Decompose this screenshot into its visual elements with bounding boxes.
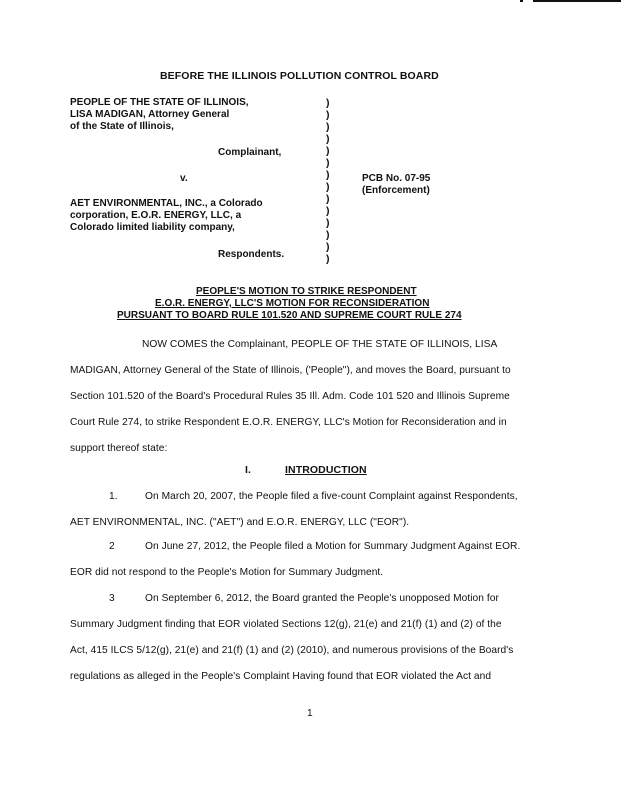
case-type: (Enforcement) <box>362 185 430 196</box>
motion-title-line: PEOPLE'S MOTION TO STRIKE RESPONDENT <box>196 286 417 297</box>
section-title: INTRODUCTION <box>285 464 367 476</box>
caption-divider: ) ) ) ) ) ) ) ) ) ) ) ) ) ) <box>326 97 330 265</box>
respondents-label: Respondents. <box>218 249 285 260</box>
paragraph-line: regulations as alleged in the People's Complaint Having found that EOR violated the Act and <box>70 671 492 682</box>
court-title: BEFORE THE ILLINOIS POLLUTION CONTROL BOARD <box>160 70 439 82</box>
case-number: PCB No. 07-95 <box>362 173 431 184</box>
versus-label: v. <box>180 173 188 184</box>
paragraph-line: On June 27, 2012, the People filed a Motion for Summary Judgment Against EOR. <box>145 541 521 552</box>
paragraph-number: 2 <box>109 541 115 552</box>
intro-line: support thereof state: <box>70 443 168 454</box>
paragraph-number: 1. <box>109 491 118 502</box>
plaintiff-line: PEOPLE OF THE STATE OF ILLINOIS, <box>70 97 249 108</box>
defendant-line: AET ENVIRONMENTAL, INC., a Colorado <box>70 198 263 209</box>
page-number: 1 <box>307 708 313 719</box>
defendant-line: corporation, E.O.R. ENERGY, LLC, a <box>70 210 242 221</box>
motion-title-line: E.O.R. ENERGY, LLC'S MOTION FOR RECONSIDERATION <box>155 298 430 309</box>
paragraph-number: 3 <box>109 593 115 604</box>
plaintiff-line: of the State of Illinois, <box>70 121 174 132</box>
intro-line: Section 101.520 of the Board's Procedural Rules 35 Ill. Adm. Code 101 520 and Illinois Supreme <box>70 391 510 402</box>
complainant-label: Complainant, <box>218 147 282 158</box>
paragraph-line: Act, 415 ILCS 5/12(g), 21(e) and 21(f) (1) and (2) (2010), and numerous provisions of the Board's <box>70 645 514 656</box>
paragraph-line: Summary Judgment finding that EOR violated Sections 12(g), 21(e) and 21(f) (1) and (2) of the <box>70 619 502 630</box>
scan-mark <box>533 0 621 2</box>
paragraph-line: On September 6, 2012, the Board granted the People's unopposed Motion for <box>145 593 499 604</box>
defendant-line: Colorado limited liability company, <box>70 222 235 233</box>
section-number: I. <box>245 464 252 476</box>
motion-title-line: PURSUANT TO BOARD RULE 101.520 AND SUPREME COURT RULE 274 <box>117 310 462 321</box>
intro-line: Court Rule 274, to strike Respondent E.O.R. ENERGY, LLC's Motion for Reconsideration and in <box>70 417 507 428</box>
paragraph-line: On March 20, 2007, the People filed a five-count Complaint against Respondents, <box>145 491 518 502</box>
intro-line: MADIGAN, Attorney General of the State of Illinois, ('People"), and moves the Board, pursuant to <box>70 365 511 376</box>
intro-line: NOW COMES the Complainant, PEOPLE OF THE STATE OF ILLINOIS, LISA <box>142 339 498 350</box>
plaintiff-line: LISA MADIGAN, Attorney General <box>70 109 230 120</box>
scan-mark <box>520 0 523 2</box>
paragraph-line: EOR did not respond to the People's Motion for Summary Judgment. <box>70 567 384 578</box>
paragraph-line: AET ENVIRONMENTAL, INC. ("AET") and E.O.R. ENERGY, LLC ("EOR"). <box>70 517 410 528</box>
